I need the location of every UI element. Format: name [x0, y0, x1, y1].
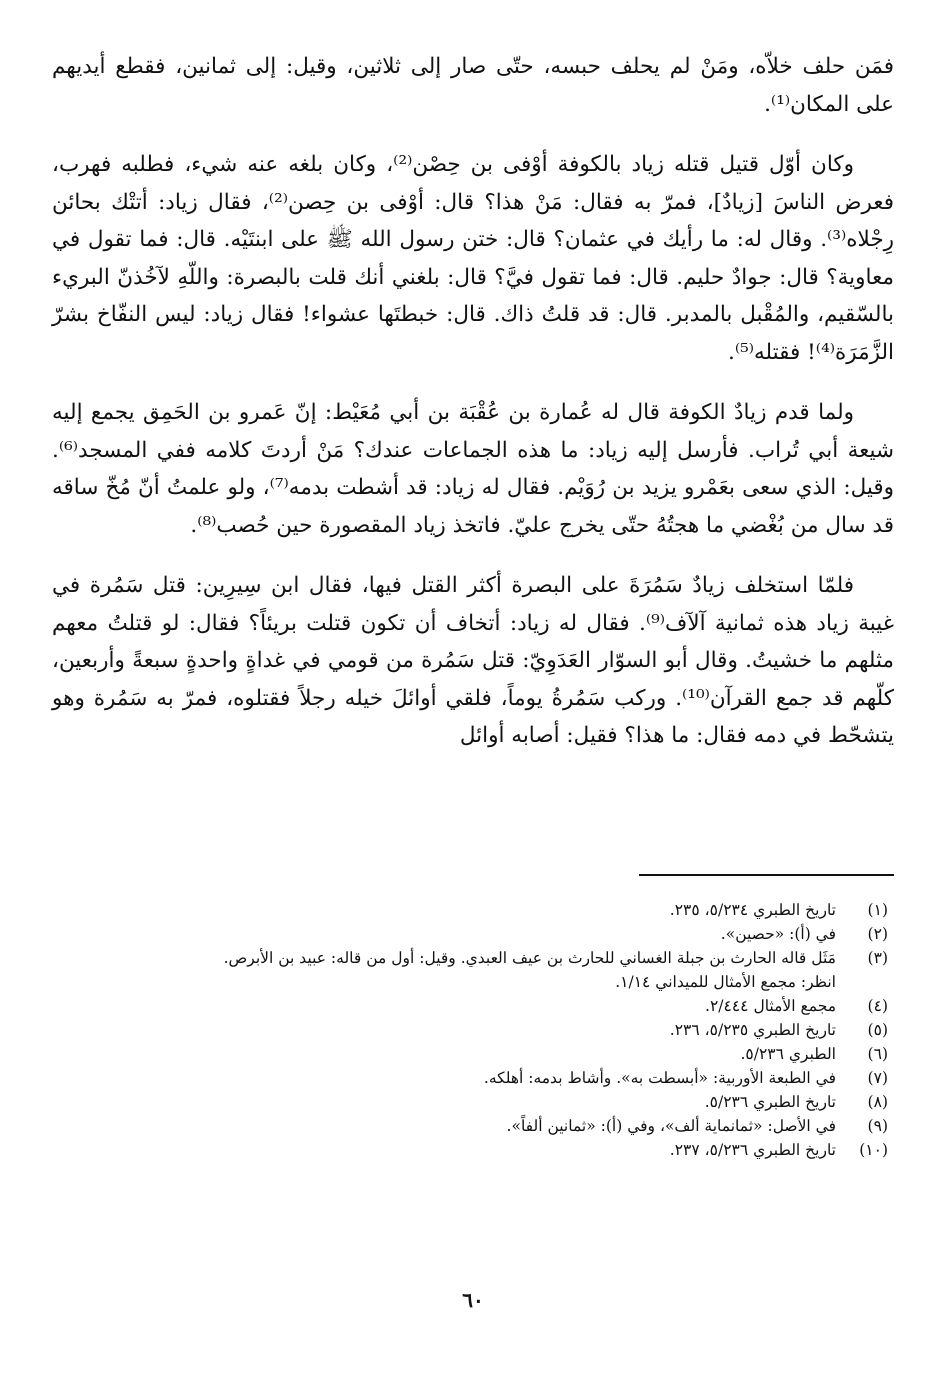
- footnote-number: (١٠): [859, 1141, 888, 1159]
- footnote-number: (٣): [867, 949, 888, 967]
- footnote-number: (٨): [867, 1093, 888, 1111]
- book-page: [52, 48, 894, 1338]
- footnotes: [52, 898, 894, 1162]
- page-number: ٦٠: [462, 1288, 484, 1312]
- footnote-number: (٥): [867, 1021, 888, 1039]
- footnote-separator: [639, 874, 894, 876]
- footnote: [52, 1066, 894, 1090]
- footnote-text: في الأصل: «ثمانماية ألف»، وفي (أ): «ثمانين ألفاً».: [506, 1117, 836, 1135]
- main-text: [52, 48, 894, 755]
- footnote: [52, 1042, 894, 1066]
- footnote-number: (٤): [867, 997, 888, 1015]
- footnote: [52, 898, 894, 922]
- footnote: [52, 922, 894, 946]
- footnote-text: الطبري ٥/٢٣٦.: [740, 1045, 836, 1063]
- footnote-text: تاريخ الطبري ٥/٢٣٤، ٢٣٥.: [669, 901, 836, 919]
- footnote: [52, 1138, 894, 1162]
- footnote: [52, 994, 894, 1018]
- footnote-number: (٧): [867, 1069, 888, 1087]
- paragraph: وكان أوّل قتيل قتله زياد بالكوفة أوْفى بن حِصْن⁽²⁾، وكان بلغه عنه شيء، فطلبه فهرب، فعرض الناسَ [زيادٌ]، فمرّ به فقال: مَنْ هذا؟ قال: أوْفى بن حِصن⁽²⁾، فقال زياد: أتتْك بحائن رِجْلاه⁽³⁾. وقال له: ما رأيك في عثمان؟ قال: ختن رسول الله ﷺ على ابنتَيْه. قال: فما تقول في معاوية؟ قال: جوادٌ حليم. قال: فما تقول فيَّ؟ قال: بلغني أنك قلت بالبصرة: واللّهِ لآخُذنّ البريء بالسّقيم، والمُقْبل بالمدبر. قال: قد قلتُ ذاك. قال: خبطتَها عشواء! فقال زياد: ليس النفّاخ بشرّ الزَّمَرَة⁽⁴⁾! فقتله⁽⁵⁾.: [52, 152, 895, 365]
- footnote-text: مَثَل قاله الحارث بن جبلة الغساني للحارث بن عيف العبدي. وقيل: أول من قاله: عبيد بن الأبرص.: [223, 949, 836, 967]
- footnote-text: تاريخ الطبري ٥/٢٣٦.: [704, 1093, 836, 1111]
- footnote-text: انظر: مجمع الأمثال للميداني ١/١٤.: [615, 973, 836, 991]
- paragraph: فمَن حلف خلاّه، ومَنْ لم يحلف حبسه، حتّى صار إلى ثلاثين، وقيل: إلى ثمانين، فقطع أيديهم على المكان⁽¹⁾.: [52, 54, 894, 117]
- footnote: [52, 1114, 894, 1138]
- footnote-text: مجمع الأمثال ٢/٤٤٤.: [705, 997, 836, 1015]
- footnote: [52, 946, 894, 994]
- footnote-number: (٢): [867, 925, 888, 943]
- paragraph: ولما قدم زيادٌ الكوفة قال له عُمارة بن عُقْبَة بن أبي مُعَيْط: إنّ عَمرو بن الحَمِق يجمع إليه شيعة أبي تُراب. فأرسل إليه زياد: ما هذه الجماعات عندك؟ مَنْ أردتَ كلامه ففي المسجد⁽⁶⁾. وقيل: الذي سعى بعَمْرو يزيد بن رُوَيْم. فقال له زياد: قد أشطت بدمه⁽⁷⁾، ولو علمتُ أنّ مُخّ ساقه قد سال من بُغْضي ما هجتُهُ حتّى يخرج عليّ. فاتخذ زياد المقصورة حين حُصب⁽⁸⁾.: [52, 400, 894, 538]
- footnote: [52, 1090, 894, 1114]
- footnote-text: تاريخ الطبري ٥/٢٣٥، ٢٣٦.: [669, 1021, 836, 1039]
- footnote-number: (١): [867, 901, 888, 919]
- footnote-text: في (أ): «حصين».: [720, 925, 836, 943]
- footnote-text: في الطبعة الأوربية: «أبسطت به». وأشاط بدمه: أهلكه.: [483, 1069, 836, 1087]
- footnote: [52, 1018, 894, 1042]
- paragraph: فلمّا استخلف زيادٌ سَمُرَةَ على البصرة أكثر القتل فيها، فقال ابن سِيرِين: قتل سَمُرة في غيبة زياد هذه ثمانية آلآف⁽⁹⁾. فقال له زياد: أتخاف أن تكون قتلت بريئاً؟ فقال: لو قتلتُ معهم مثلهم ما خشيتُ. وقال أبو السوّار العَدَوِيّ: قتل سَمُرة من قومي في غداةٍ واحدةٍ سبعةً وأربعين، كلّهم قد جمع القرآن⁽¹⁰⁾. وركب سَمُرةُ يوماً، فلقي أوائلَ خيله رجلاً فقتلوه، فمرّ به سَمُرة وهو يتشحّط في دمه فقال: ما هذا؟ فقيل: أصابه أوائل: [52, 573, 894, 748]
- footnote-number: (٦): [867, 1045, 888, 1063]
- footnote-number: (٩): [867, 1117, 888, 1135]
- footnote-text: تاريخ الطبري ٥/٢٣٦، ٢٣٧.: [669, 1141, 836, 1159]
